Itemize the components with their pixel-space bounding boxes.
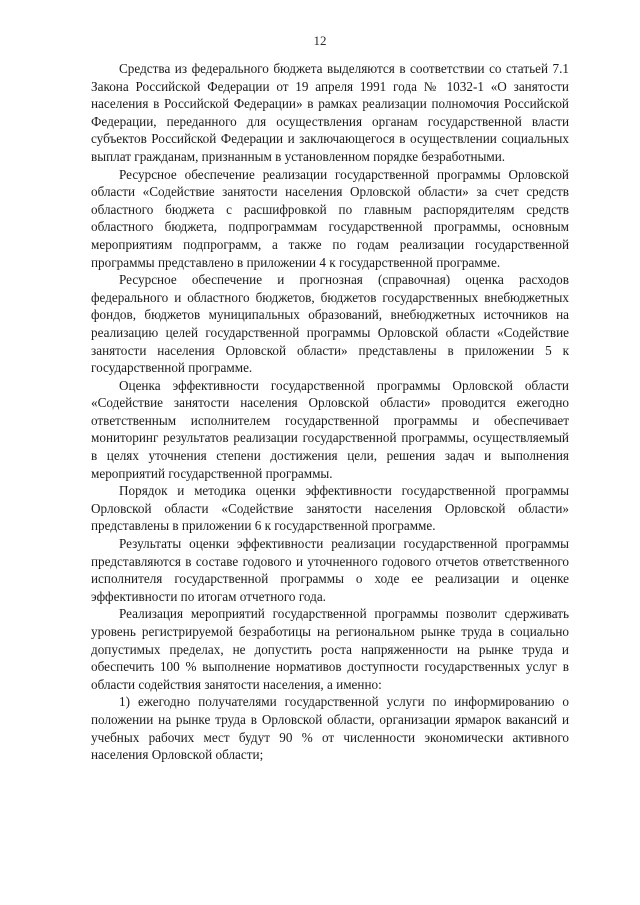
- paragraph-evaluation-method: Порядок и методика оценки эффективности государственной программы Орловской области «Содействие занятости населения Орловской области» представлены в приложении 6 к государственной программе.: [91, 483, 569, 534]
- paragraph-resource-provision: Ресурсное обеспечение реализации государственной программы Орловской области «Содействие занятости населения Орловской области» за счет средств областного бюджета с расшифровкой по главным распорядителям средств областного бюджета, подпрограммам государственной программы, основным мероприятиям подпрограмм, а также по годам реализации государственной программы представлено в приложении 4 к государственной программе.: [91, 166, 569, 270]
- paragraph-efficiency-evaluation: Оценка эффективности государственной программы Орловской области «Содействие занятости населения Орловской области» проводится ежегодно ответственным исполнителем государственной программы и обеспечивает мониторинг результатов реализации государственной программы, осуществляемый в целях уточнения степени достижения цели, решения задач и выполнения мероприятий государственной программы.: [91, 377, 569, 481]
- document-body: [91, 60, 569, 764]
- paragraph-outcome-item-1: 1) ежегодно получателями государственной услуги по информированию о положении на рынке труда в Орловской области, организации ярмарок вакансий и учебных рабочих мест будут 90 % от численности экономически активного населения Орловской области;: [91, 694, 569, 763]
- page-number: 12: [313, 33, 327, 48]
- paragraph-evaluation-results: Результаты оценки эффективности реализации государственной программы представляются в составе годового и уточненного годового отчетов ответственного исполнителя государственной программы о ходе ее реализации и оценке эффективности по итогам отчетного года.: [91, 536, 569, 604]
- paragraph-federal-budget-funds: Средства из федерального бюджета выделяются в соответствии со статьей 7.1 Закона Российской Федерации от 19 апреля 1991 года № 1032-1 «О занятости населения в Российской Федерации» в рамках реализации полномочия Российской Федерации, переданного для осуществления органам государственной власти субъектов Российской Федерации и заключающегося в осуществлении социальных выплат гражданам, признанным в установленном порядке безработными.: [91, 61, 569, 164]
- paragraph-expected-outcomes: Реализация мероприятий государственной программы позволит сдерживать уровень регистрируемой безработицы на региональном рынке труда в социально допустимых пределах, не допустить роста напряженности на рынке труда и обеспечить 100 % выполнение нормативов доступности государственных услуг в области содействия занятости населения, а именно:: [91, 606, 569, 692]
- paragraph-forecast-estimate: Ресурсное обеспечение и прогнозная (справочная) оценка расходов федерального и областного бюджетов, бюджетов государственных внебюджетных фондов, бюджетов муниципальных образований, внебюджетных источников на реализацию целей государственной программы Орловской области «Содействие занятости населения Орловской области» представлены в приложении 5 к государственной программе.: [91, 272, 569, 376]
